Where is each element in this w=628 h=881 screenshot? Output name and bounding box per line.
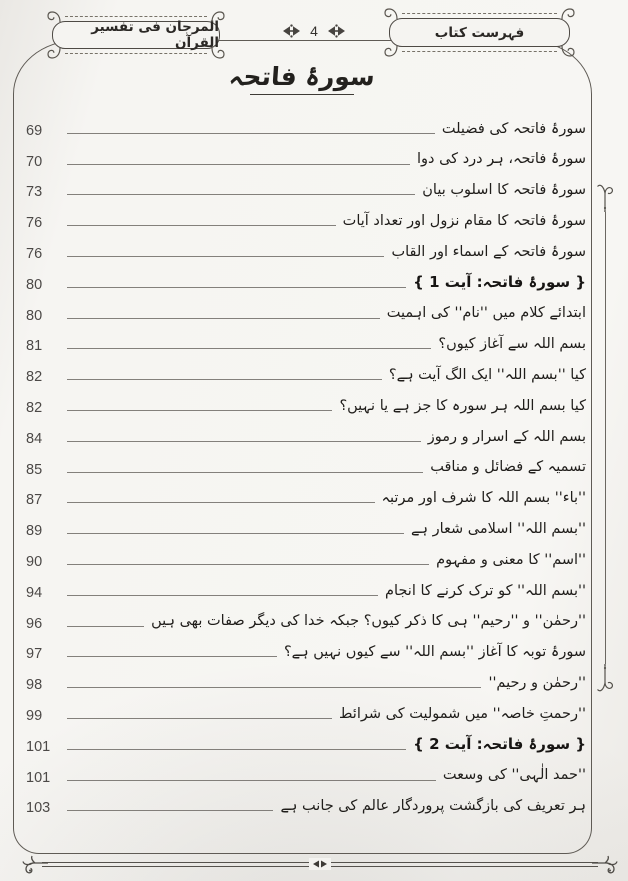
toc-entry-row — [26, 357, 586, 388]
toc-leader-line — [67, 533, 404, 534]
toc-entry-row — [26, 450, 586, 481]
toc-leader-line — [67, 410, 332, 411]
floral-ornament-icon — [327, 24, 346, 38]
toc-leader-line — [67, 441, 421, 442]
page-number-group — [270, 20, 358, 42]
corner-flourish-icon — [211, 10, 225, 24]
corner-flourish-icon — [47, 46, 61, 60]
toc-entry-page: 76 — [26, 245, 43, 262]
toc-leader-line — [67, 472, 423, 473]
toc-entry-title: ''حمد الٰہی'' کی وسعت — [442, 767, 586, 784]
book-title: المرجان فى تفسير القرآن — [91, 19, 219, 51]
section-title-block — [0, 62, 604, 95]
toc-entry-row — [26, 789, 586, 820]
toc-entry-row — [26, 604, 586, 635]
section-title: سورۂ فاتحہ — [228, 62, 376, 91]
floral-ornament-icon — [282, 24, 301, 38]
toc-entry-page: 80 — [26, 307, 43, 324]
toc-leader-line — [67, 687, 481, 688]
toc-leader-line — [67, 194, 415, 195]
toc-entry-title: بسم اللہ کے اسرار و رموز — [427, 428, 586, 445]
toc-leader-line — [67, 749, 406, 750]
toc-entry-row — [26, 419, 586, 450]
toc-entry-row — [26, 203, 586, 234]
toc-entry-title: کیا ''بسم اللہ'' ایک الگ آیت ہے؟ — [388, 367, 586, 384]
toc-entry-page: 70 — [26, 153, 43, 170]
section-title-underline — [250, 94, 354, 95]
toc-entry-page: 80 — [26, 276, 43, 293]
toc-entry-title: بسم اللہ سے آغاز کیوں؟ — [438, 336, 586, 353]
toc-leader-line — [67, 718, 332, 719]
toc-entry-title: ''رحمٰن و رحیم'' — [488, 675, 586, 692]
toc-entry-title: { سورۂ فاتحہ: آیت 1 } — [413, 273, 586, 292]
toc-entry-page: 98 — [26, 677, 43, 694]
page-number: 4 — [310, 23, 318, 39]
toc-entry-row — [26, 696, 586, 727]
toc-entry-page: 85 — [26, 461, 43, 478]
toc-entry-title: سورۂ فاتحہ کا اسلوب بیان — [422, 182, 586, 199]
toc-entry-title: ''رحمتِ خاصہ'' میں شمولیت کی شرائط — [339, 705, 586, 722]
toc-entry-title: سورۂ توبہ کا آغاز ''بسم اللہ'' سے کیوں نہیں ہے؟ — [283, 644, 586, 661]
corner-flourish-icon — [211, 46, 225, 60]
corner-flourish-icon — [561, 44, 575, 58]
toc-entry-title: سورۂ فاتحہ کے اسماء اور القاب — [391, 243, 586, 260]
toc-entry-page: 84 — [26, 430, 43, 447]
toc-entry-row — [26, 727, 586, 758]
index-title: فہرست کتاب — [434, 24, 525, 41]
toc-entry-row — [26, 511, 586, 542]
toc-entry-page: 73 — [26, 184, 43, 201]
toc-leader-line — [67, 810, 273, 811]
toc-entry-row — [26, 481, 586, 512]
margin-flourish — [597, 182, 613, 694]
toc-entry-page: 101 — [26, 738, 51, 755]
toc-entry-page: 69 — [26, 122, 43, 139]
toc-leader-line — [67, 502, 375, 503]
spiral-flourish-icon — [22, 855, 48, 877]
leaf-flourish-icon — [597, 182, 613, 212]
toc-leader-line — [67, 133, 435, 134]
toc-entry-title: سورۂ فاتحہ، ہر درد کی دوا — [417, 151, 586, 168]
book-title-box — [52, 21, 220, 49]
toc-entry-title: ''رحمٰن'' و ''رحیم'' ہی کا ذکر کیوں؟ جبکہ خدا کی دیگر صفات بھی ہیں — [151, 613, 586, 630]
toc-entry-title: ''بسم اللہ'' کو ترک کرنے کا انجام — [385, 582, 586, 599]
corner-flourish-icon — [47, 10, 61, 24]
toc-entry-page: 103 — [26, 800, 51, 817]
toc-entry-title: ابتدائے کلام میں ''نام'' کی اہمیت — [386, 305, 586, 322]
toc-entry-row — [26, 635, 586, 666]
toc-entry-page: 82 — [26, 399, 43, 416]
toc-list — [26, 111, 586, 819]
toc-entry-title: تسمیہ کے فضائل و مناقب — [430, 459, 586, 476]
toc-entry-row — [26, 758, 586, 789]
toc-entry-title: ہر تعریف کی بازگشت پروردگار عالم کی جانب ہے — [280, 798, 586, 815]
footer-rule — [26, 855, 614, 879]
toc-entry-page: 94 — [26, 584, 43, 601]
toc-entry-row — [26, 388, 586, 419]
spiral-flourish-icon — [592, 855, 618, 877]
index-title-box — [389, 18, 570, 47]
toc-leader-line — [67, 164, 410, 165]
toc-entry-title: ''باء'' بسم اللہ کا شرف اور مرتبہ — [381, 490, 586, 507]
toc-entry-row — [26, 265, 586, 296]
toc-entry-page: 81 — [26, 338, 43, 355]
toc-entry-page: 101 — [26, 769, 51, 786]
corner-flourish-icon — [384, 44, 398, 58]
toc-entry-row — [26, 142, 586, 173]
toc-entry-title: سورۂ فاتحہ کا مقام نزول اور تعداد آیات — [342, 213, 586, 230]
leaf-flourish-icon — [597, 664, 613, 694]
toc-entry-row — [26, 111, 586, 142]
toc-entry-row — [26, 573, 586, 604]
toc-leader-line — [67, 318, 380, 319]
toc-entry-title: سورۂ فاتحہ کی فضیلت — [441, 120, 586, 137]
toc-entry-title: کیا بسم اللہ ہر سورہ کا جز ہے یا نہیں؟ — [339, 397, 586, 414]
toc-entry-row — [26, 173, 586, 204]
toc-leader-line — [67, 256, 384, 257]
center-ornament-icon — [309, 858, 331, 870]
toc-entry-row — [26, 542, 586, 573]
toc-entry-page: 82 — [26, 369, 43, 386]
toc-leader-line — [67, 595, 378, 596]
toc-leader-line — [67, 564, 429, 565]
toc-entry-row — [26, 234, 586, 265]
toc-leader-line — [67, 626, 144, 627]
toc-leader-line — [67, 348, 431, 349]
toc-entry-row — [26, 327, 586, 358]
toc-entry-row — [26, 665, 586, 696]
toc-entry-page: 99 — [26, 707, 43, 724]
toc-entry-page: 76 — [26, 215, 43, 232]
toc-entry-page: 87 — [26, 492, 43, 509]
toc-leader-line — [67, 780, 436, 781]
toc-entry-page: 90 — [26, 553, 43, 570]
toc-entry-title: { سورۂ فاتحہ: آیت 2 } — [413, 734, 586, 753]
toc-leader-line — [67, 656, 277, 657]
toc-entry-row — [26, 296, 586, 327]
margin-rule-line — [605, 212, 606, 664]
toc-entry-page: 89 — [26, 523, 43, 540]
corner-flourish-icon — [561, 7, 575, 21]
toc-leader-line — [67, 379, 382, 380]
toc-entry-page: 96 — [26, 615, 43, 632]
toc-leader-line — [67, 287, 406, 288]
corner-flourish-icon — [384, 7, 398, 21]
toc-entry-page: 97 — [26, 646, 43, 663]
page-header — [0, 0, 628, 56]
toc-leader-line — [67, 225, 336, 226]
toc-entry-title: ''اسم'' کا معنی و مفہوم — [436, 551, 586, 568]
toc-entry-title: ''بسم اللہ'' اسلامی شعار ہے — [411, 521, 586, 538]
